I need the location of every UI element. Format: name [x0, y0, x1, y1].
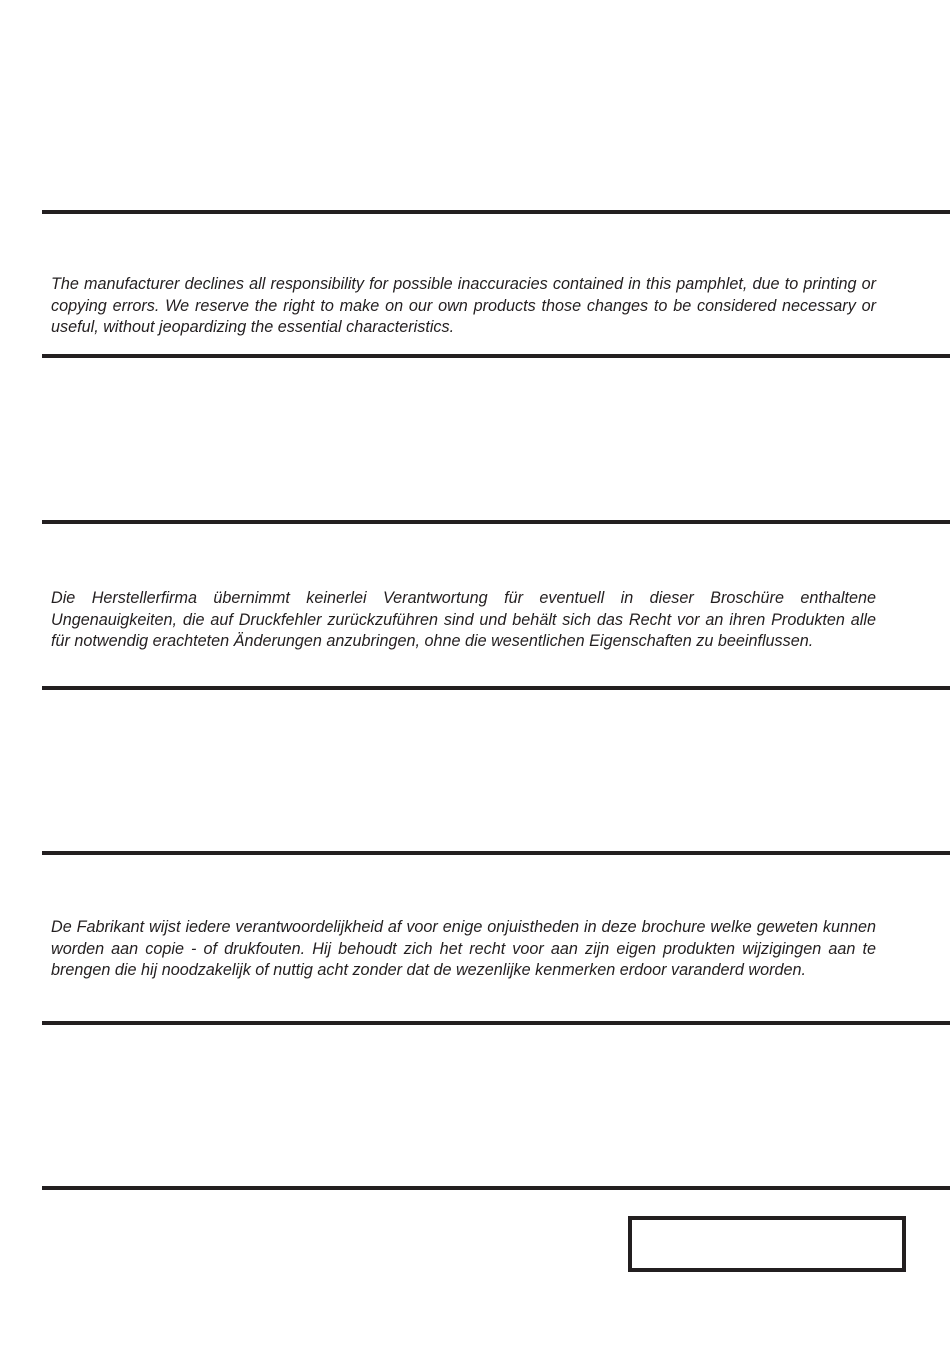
disclaimer-english: The manufacturer declines all responsibility for possible inaccuracies contained in this pamphlet, due to printing or copying errors. We reserve the right to make on our own products those changes to be considered necessary or useful, without jeopardizing the essential characteristics. — [51, 275, 876, 337]
code-label-box — [628, 1216, 906, 1272]
divider-7 — [42, 1186, 950, 1190]
divider-2 — [42, 354, 950, 358]
divider-5 — [42, 851, 950, 855]
divider-3 — [42, 520, 950, 524]
divider-6 — [42, 1021, 950, 1025]
disclaimer-dutch: De Fabrikant wijst iedere verantwoordelijkheid af voor enige onjuistheden in deze brochure welke geweten kunnen worden aan copie - of drukfouten. Hij behoudt zich het recht voor aan zijn eigen produkten wijzigingen aan te brengen die hij noodzakelijk of nuttig acht zonder dat de wezenlijke kenmerken erdoor varanderd worden. — [51, 918, 876, 980]
divider-4 — [42, 686, 950, 690]
disclaimer-german: Die Herstellerfirma übernimmt keinerlei Verantwortung für eventuell in dieser Broschüre enthaltene Ungenauigkeiten, die auf Druckfehler zurückzuführen sind und behält sich das Recht vor an ihren Produkten alle für notwendig erachteten Änderungen anzubringen, ohne die wesentlichen Eigenschaften zu beeinflussen. — [51, 589, 876, 651]
divider-1 — [42, 210, 950, 214]
